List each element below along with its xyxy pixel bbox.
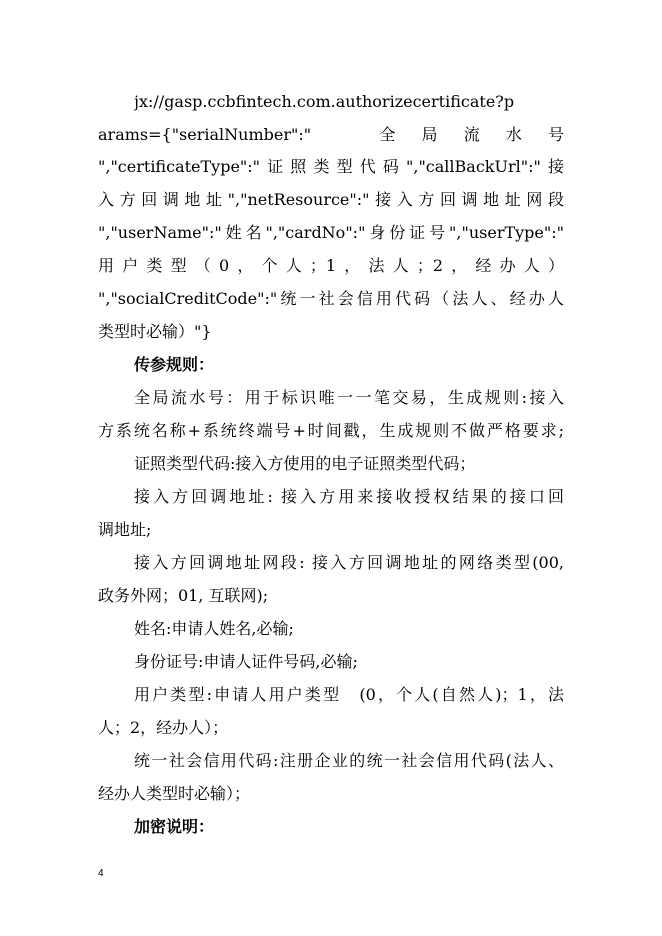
net-resource-rule-line-1: 接入方回调地址网段: 接入方回调地址的网络类型(00,	[134, 553, 564, 572]
social-credit-code-rule-line-1: 统一社会信用代码:注册企业的统一社会信用代码(法人、	[134, 751, 564, 770]
card-no-rule: 身份证号:申请人证件号码,必输;	[134, 652, 358, 671]
social-credit-code-rule-line-2: 经办人类型时必输）；	[98, 784, 251, 803]
callback-url-rule-line-1: 接入方回调地址: 接入方用来接收授权结果的接口回	[134, 487, 564, 506]
url-line-7: ","socialCreditCode":"统一社会信用代码（法人、经办人	[98, 289, 564, 308]
url-line-5: ","userName":"姓名","cardNo":"身份证号","userType":"	[98, 223, 564, 242]
user-type-rule-line-1: 用户类型:申请人用户类型 (0，个人(自然人)；1，法	[134, 685, 564, 704]
serial-number-rule-line-1: 全局流水号：用于标识唯一一笔交易，生成规则:接入	[134, 388, 564, 407]
page-number: 4	[98, 868, 104, 879]
serial-number-rule-line-2: 方系统名称+系统终端号+时间戳，生成规则不做严格要求;	[98, 421, 564, 440]
user-name-rule: 姓名:申请人姓名,必输;	[134, 619, 294, 638]
param-rules-heading: 传参规则：	[134, 355, 215, 374]
url-line-4: 入方回调地址","netResource":"接入方回调地址网段	[98, 190, 564, 209]
url-line-8: 类型时必输）"}	[98, 322, 212, 341]
url-line-2: arams={"serialNumber":" 全 局 流 水 号	[98, 125, 564, 144]
user-type-rule-line-2: 人；2，经办人）；	[98, 718, 229, 737]
url-line-1: jx://gasp.ccbfintech.com.authorizecertificate?p	[134, 92, 515, 111]
encryption-heading: 加密说明：	[134, 817, 215, 836]
certificate-type-rule: 证照类型代码:接入方使用的电子证照类型代码；	[134, 454, 476, 473]
url-line-3: ","certificateType":"证照类型代码","callBackUrl":"接	[98, 157, 564, 176]
net-resource-rule-line-2: 政务外网；01, 互联网);	[98, 586, 269, 605]
callback-url-rule-line-2: 调地址;	[98, 520, 152, 539]
url-line-6: 用户类型（0，个人；1，法人；2，经办人）	[98, 256, 564, 275]
